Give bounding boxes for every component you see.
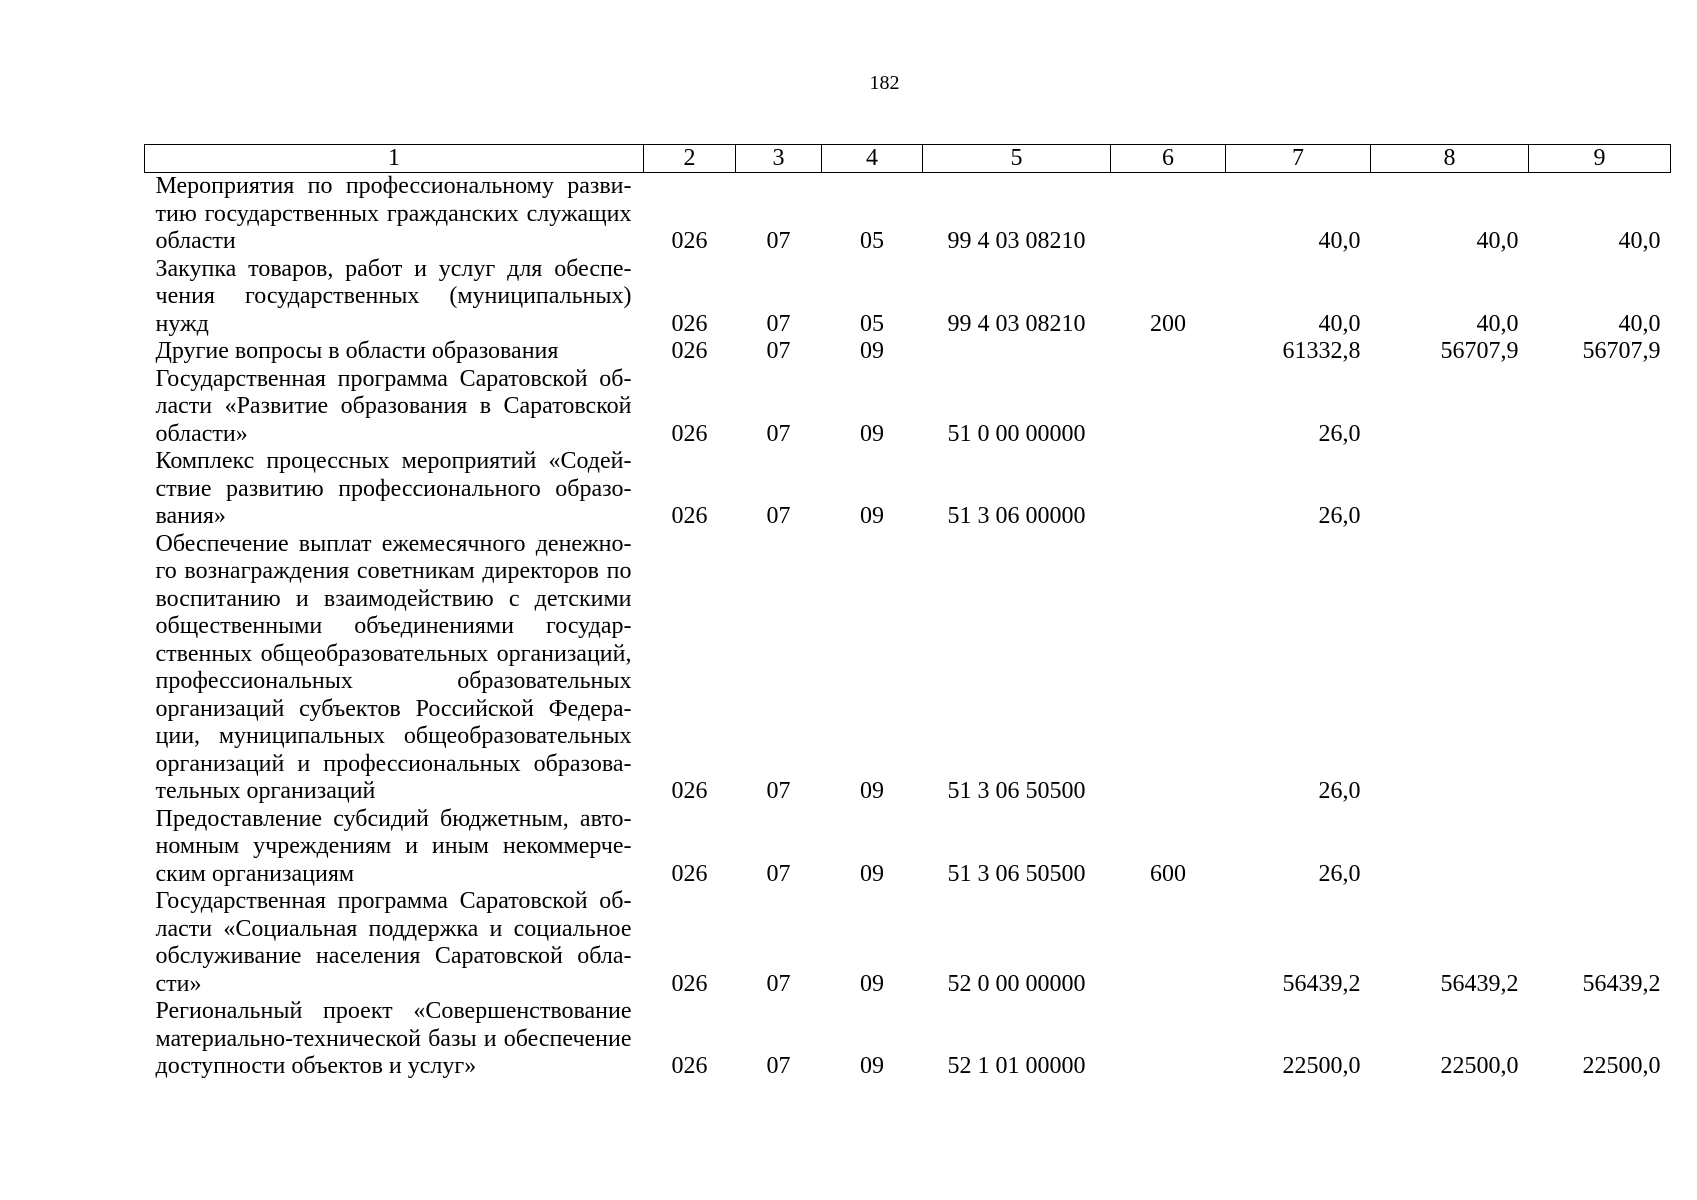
table-row	[145, 806, 1671, 889]
expense-type-code	[1111, 888, 1226, 998]
amount-col-7: 56439,2	[1282, 970, 1361, 997]
row-name: Региональный проект «Совершенствование материально-технической базы и обеспечение доступности объектов и услуг»	[155, 998, 632, 1079]
amount-col-9: 56707,9	[1582, 338, 1661, 364]
subsection-code: 05	[860, 228, 884, 254]
table-row	[145, 256, 1671, 339]
amount-col-7: 40,0	[1318, 310, 1361, 337]
ministry-code: 026	[671, 970, 708, 997]
amount-col-9: 40,0	[1618, 310, 1661, 337]
amount-col-7: 61332,8	[1282, 338, 1361, 364]
table-header	[145, 145, 1671, 173]
expense-type-code	[1111, 338, 1226, 366]
amount-col-9: 40,0	[1618, 228, 1661, 254]
section-code: 07	[766, 228, 791, 254]
row-name: Государственная программа Саратовской области «Социальная поддержка и социальное обслуживание населения Саратовской области»	[155, 888, 632, 997]
amount-col-9: 22500,0	[1582, 1053, 1661, 1079]
row-name: Предоставление субсидий бюджетным, автономным учреждениям и иным некоммерческим организациям	[155, 805, 632, 887]
column-header-8: 8	[1371, 145, 1529, 173]
section-code: 07	[766, 503, 791, 529]
target-article-code: 51 3 06 50500	[947, 860, 1086, 887]
column-header-4: 4	[822, 145, 923, 173]
row-name: Мероприятия по профессиональному развитию государственных гражданских служащих области	[155, 173, 632, 254]
ministry-code: 026	[671, 1053, 708, 1079]
amount-col-8: 40,0	[1476, 310, 1519, 337]
expense-type-code: 600	[1150, 860, 1186, 887]
row-name: Обеспечение выплат ежемесячного денежного вознаграждения советникам директоров по воспитанию и взаимодействию с детскими общественными объединениями государственных общеобразовательных организаций, профессиональных образовательных организаций субъектов Российской Федерации, муниципальных общеобразовательных организаций и профессиональных образовательных организаций	[155, 530, 632, 804]
amount-col-8	[1371, 366, 1529, 449]
amount-col-8: 56439,2	[1440, 970, 1519, 997]
table-row	[145, 338, 1671, 366]
table-row	[145, 998, 1671, 1081]
subsection-code: 09	[860, 970, 884, 997]
target-article-code: 51 3 06 50500	[947, 778, 1086, 804]
column-header-6: 6	[1111, 145, 1226, 173]
column-header-9: 9	[1529, 145, 1671, 173]
section-code: 07	[766, 1053, 791, 1079]
section-code: 07	[766, 778, 791, 804]
amount-col-9	[1529, 806, 1671, 889]
subsection-code: 09	[860, 503, 884, 529]
column-header-7: 7	[1226, 145, 1371, 173]
amount-col-9: 56439,2	[1582, 970, 1661, 997]
amount-col-7: 22500,0	[1282, 1053, 1361, 1079]
target-article-code: 51 0 00 00000	[947, 420, 1086, 447]
section-code: 07	[766, 338, 791, 364]
column-header-1: 1	[145, 145, 644, 173]
section-code: 07	[766, 310, 791, 337]
target-article-code: 52 0 00 00000	[947, 970, 1086, 997]
amount-col-9	[1529, 531, 1671, 806]
amount-col-8: 22500,0	[1440, 1053, 1519, 1079]
subsection-code: 09	[860, 338, 884, 364]
expense-type-code	[1111, 448, 1226, 531]
amount-col-8	[1371, 448, 1529, 531]
target-article-code	[923, 338, 1111, 366]
section-code: 07	[766, 420, 791, 447]
amount-col-7: 26,0	[1318, 503, 1361, 529]
subsection-code: 09	[860, 778, 884, 804]
table-body	[145, 173, 1671, 1081]
ministry-code: 026	[671, 778, 708, 804]
subsection-code: 09	[860, 420, 884, 447]
amount-col-8: 40,0	[1476, 228, 1519, 254]
subsection-code: 09	[860, 1053, 884, 1079]
expense-type-code	[1111, 998, 1226, 1081]
expense-type-code	[1111, 366, 1226, 449]
amount-col-8	[1371, 531, 1529, 806]
header-row	[145, 145, 1671, 173]
expense-type-code	[1111, 531, 1226, 806]
ministry-code: 026	[671, 310, 708, 337]
row-name: Другие вопросы в области образования	[155, 338, 559, 364]
budget-table	[144, 144, 1671, 1081]
table-row	[145, 531, 1671, 806]
column-header-2: 2	[644, 145, 736, 173]
table-row	[145, 448, 1671, 531]
amount-col-9	[1529, 448, 1671, 531]
column-header-3: 3	[736, 145, 822, 173]
target-article-code: 99 4 03 08210	[947, 228, 1086, 254]
table-row	[145, 366, 1671, 449]
amount-col-7: 40,0	[1318, 228, 1361, 254]
column-header-5: 5	[923, 145, 1111, 173]
ministry-code: 026	[671, 420, 708, 447]
ministry-code: 026	[671, 503, 708, 529]
ministry-code: 026	[671, 228, 708, 254]
target-article-code: 99 4 03 08210	[947, 310, 1086, 337]
subsection-code: 05	[860, 310, 884, 337]
amount-col-7: 26,0	[1318, 778, 1361, 804]
amount-col-8	[1371, 806, 1529, 889]
expense-type-code	[1111, 173, 1226, 256]
target-article-code: 51 3 06 00000	[947, 503, 1086, 529]
table-row	[145, 173, 1671, 256]
amount-col-7: 26,0	[1318, 420, 1361, 447]
page-number: 182	[869, 72, 900, 94]
subsection-code: 09	[860, 860, 884, 887]
section-code: 07	[766, 970, 791, 997]
amount-col-9	[1529, 366, 1671, 449]
row-name: Закупка товаров, работ и услуг для обеспечения государственных (муниципальных) нужд	[155, 255, 632, 337]
expense-type-code: 200	[1150, 310, 1186, 337]
amount-col-8: 56707,9	[1440, 338, 1519, 364]
table-row	[145, 888, 1671, 998]
target-article-code: 52 1 01 00000	[947, 1053, 1086, 1079]
row-name: Государственная программа Саратовской области «Развитие образования в Саратовской области»	[155, 365, 632, 447]
ministry-code: 026	[671, 860, 708, 887]
ministry-code: 026	[671, 338, 708, 364]
amount-col-7: 26,0	[1318, 860, 1361, 887]
section-code: 07	[766, 860, 791, 887]
row-name: Комплекс процессных мероприятий «Содействие развитию профессионального образования»	[155, 448, 632, 529]
